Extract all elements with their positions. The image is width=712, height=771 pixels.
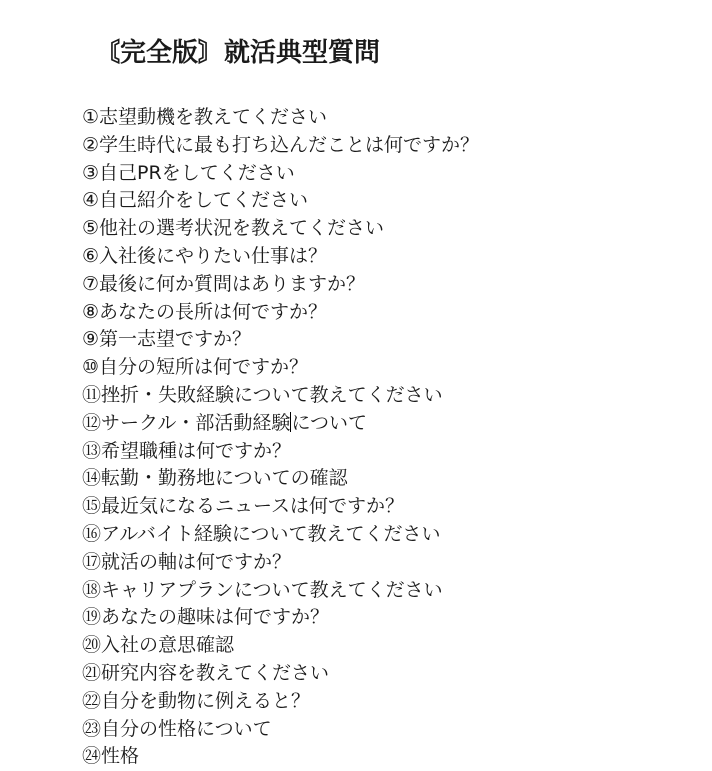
question-item: ⑯アルバイト経験について教えてください [82, 522, 441, 545]
question-item: ⑩自分の短所は何ですか？ [82, 356, 309, 379]
question-item: ⑬希望職種は何ですか？ [82, 439, 292, 462]
question-item: ③自己PRをしてください [82, 161, 295, 184]
question-item: ⑮最近気になるニュースは何ですか？ [82, 495, 405, 518]
question-list [82, 104, 479, 771]
question-item-with-caret[interactable] [82, 410, 479, 438]
question-item: ⑲あなたの趣味は何ですか？ [82, 606, 330, 629]
question-item: ㉑研究内容を教えてください [82, 661, 330, 684]
question-item: ⑧あなたの長所は何ですか？ [82, 300, 328, 323]
question-item: ⑰就活の軸は何ですか？ [82, 550, 292, 573]
question-item: ⑱キャリアプランについて教えてください [82, 578, 443, 601]
question-item: ⑤他社の選考状況を教えてください [82, 217, 385, 240]
question-item: ④自己紹介をしてください [82, 189, 309, 212]
question-item: ㉒自分を動物に例えると？ [82, 689, 311, 712]
question-item: ⑥入社後にやりたい仕事は？ [82, 244, 328, 267]
caret-text-before: ⑫サークル・部活動経験 [82, 411, 291, 434]
question-item: ⑦最後に何か質問はありますか？ [82, 272, 366, 295]
question-item: ①志望動機を教えてください [82, 106, 328, 128]
question-item: ㉓自分の性格について [82, 717, 272, 740]
document-title: 〘完全版〙就活典型質問 [94, 38, 381, 68]
question-item: ㉔性格 [82, 745, 140, 768]
caret-text-after: について [291, 411, 368, 434]
question-item: ⑨第一志望ですか？ [82, 328, 252, 351]
question-item: ⑪挫折・失敗経験について教えてください [82, 383, 443, 406]
question-item: ⑭転勤・勤務地についての確認 [82, 467, 348, 490]
question-item: ⑳入社の意思確認 [82, 634, 235, 657]
question-item: ②学生時代に最も打ち込んだことは何ですか？ [82, 133, 480, 156]
